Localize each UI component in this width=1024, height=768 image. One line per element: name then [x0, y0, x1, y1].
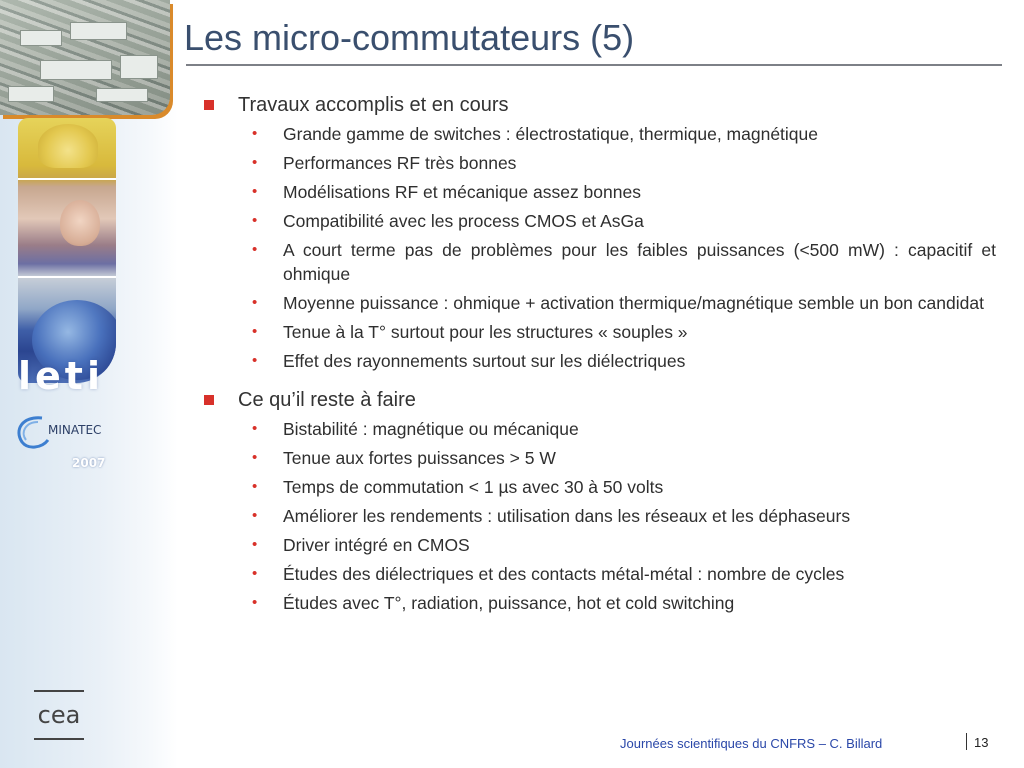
bullet-dot-icon: •	[252, 420, 258, 437]
list-item: • Études des diélectriques et des contacts métal-métal : nombre de cycles	[252, 564, 845, 584]
list-item: • Tenue à la T° surtout pour les structures « souples »	[252, 322, 688, 342]
bullet-dot-icon: •	[252, 565, 258, 582]
page-number: 13	[974, 735, 989, 750]
bullet-list	[200, 122, 996, 373]
list-item: • A court terme pas de problèmes pour les faibles puissances (<500 mW) : capacitif et ohmique	[252, 240, 996, 284]
list-item: • Grande gamme de switches : électrostatique, thermique, magnétique	[252, 124, 819, 144]
list-item: • Driver intégré en CMOS	[252, 535, 470, 555]
list-item: • Tenue aux fortes puissances > 5 W	[252, 448, 556, 468]
footer-separator	[966, 733, 967, 750]
section-heading	[200, 387, 996, 413]
bullet-dot-icon: •	[252, 323, 258, 340]
list-item: • Modélisations RF et mécanique assez bonnes	[252, 182, 641, 202]
bullet-dot-icon: •	[252, 183, 258, 200]
section-heading-text: Travaux accomplis et en cours	[238, 94, 509, 116]
aerial-campus-photo	[0, 0, 170, 115]
list-item: • Bistabilité : magnétique ou mécanique	[252, 419, 579, 439]
bullet-dot-icon: •	[252, 478, 258, 495]
bullet-dot-icon: •	[252, 594, 258, 611]
section-travaux	[200, 92, 996, 373]
list-item: • Études avec T°, radiation, puissance, hot et cold switching	[252, 593, 735, 613]
section-heading-text: Ce qu’il reste à faire	[238, 389, 416, 411]
list-item: • Temps de commutation < 1 µs avec 30 à 50 volts	[252, 477, 664, 497]
section-heading	[200, 92, 996, 118]
minatec-swirl-icon	[12, 412, 52, 450]
red-square-bullet-icon	[204, 100, 214, 110]
title-divider	[186, 64, 1002, 66]
slide-content	[200, 92, 996, 629]
bullet-dot-icon: •	[252, 241, 258, 258]
slide-title: Les micro-commutateurs (5)	[184, 17, 635, 58]
bullet-list	[200, 417, 996, 615]
section-a-faire	[200, 387, 996, 615]
list-item: • Moyenne puissance : ohmique + activation thermique/magnétique semble un bon candidat	[252, 293, 984, 313]
year-label: 2007	[72, 456, 106, 470]
cea-logo	[30, 685, 88, 745]
bullet-dot-icon: •	[252, 352, 258, 369]
leti-logo: leti	[18, 354, 104, 398]
svg-text:cea: cea	[37, 701, 81, 729]
bullet-dot-icon: •	[252, 294, 258, 311]
bullet-dot-icon: •	[252, 125, 258, 142]
bullet-dot-icon: •	[252, 507, 258, 524]
bullet-dot-icon: •	[252, 536, 258, 553]
red-square-bullet-icon	[204, 395, 214, 405]
list-item: • Effet des rayonnements surtout sur les diélectriques	[252, 351, 686, 371]
sidebar	[0, 0, 178, 768]
list-item: • Compatibilité avec les process CMOS et AsGa	[252, 211, 644, 231]
researchers-photo-strip	[18, 118, 116, 383]
list-item: • Améliorer les rendements : utilisation dans les réseaux et les déphaseurs	[252, 506, 851, 526]
bullet-dot-icon: •	[252, 154, 258, 171]
footer-text: Journées scientifiques du CNFRS – C. Billard	[620, 736, 883, 751]
bullet-dot-icon: •	[252, 212, 258, 229]
minatec-logo-text: MINATEC	[48, 423, 102, 437]
list-item: • Performances RF très bonnes	[252, 153, 517, 173]
bullet-dot-icon: •	[252, 449, 258, 466]
minatec-logo	[12, 412, 122, 452]
